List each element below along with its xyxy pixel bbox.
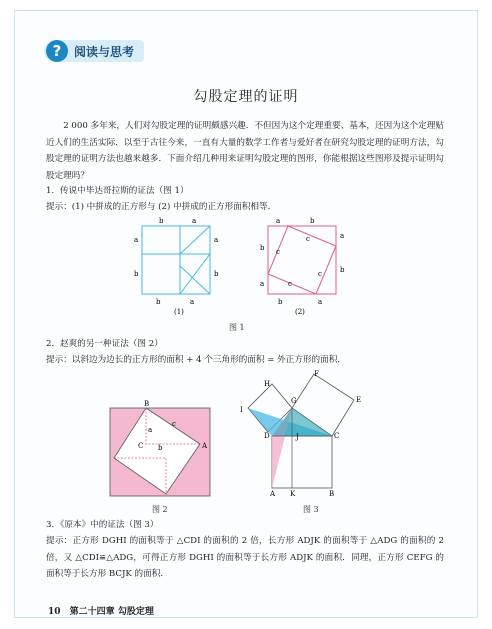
fig1-l-a-top: a	[192, 217, 197, 225]
fig1-r-c1: c	[306, 235, 310, 243]
section-2-hint: 提示：以斜边为边长的正方形的面积 + 4 个三角形的面积 = 外正方形的面积．	[46, 355, 346, 365]
fig2-C: C	[138, 442, 144, 450]
fig1-caption: 图 1	[229, 323, 245, 332]
fig1-r-a-left: a	[260, 280, 265, 288]
fig1-l-b-bottom: b	[156, 298, 161, 306]
fig1-r-a-right: a	[340, 232, 345, 240]
fig2-A: A	[202, 442, 208, 450]
fig1-right	[268, 226, 336, 294]
fig3-A: A	[270, 490, 276, 498]
fig1-l-b-right: b	[214, 270, 219, 278]
page-title: 勾股定理的证明	[193, 89, 299, 105]
fig2-caption: 图 2	[152, 505, 168, 514]
fig1-l-a-left: a	[134, 236, 139, 244]
figure-1	[128, 214, 388, 319]
fig2-b: b	[158, 444, 163, 452]
section-name: 勾股定理	[117, 607, 154, 617]
fig3-H: H	[264, 380, 271, 388]
fig1-sub2: (2)	[295, 308, 305, 316]
fig1-r-b-right: b	[340, 266, 345, 274]
fig1-r-c3: c	[318, 270, 322, 278]
fig3-E: E	[356, 396, 362, 404]
section-1-hint: 提示：(1) 中拼成的正方形与 (2) 中拼成的正方形面积相等．	[46, 202, 277, 212]
figure-2	[104, 398, 218, 502]
fig1-l-b-left: b	[134, 270, 139, 278]
fig1-r-a-top: a	[276, 217, 281, 225]
section-3-title: 3．《原本》中的证法（图 3）	[46, 520, 159, 530]
question-icon: ?	[46, 40, 68, 62]
fig3-caption: 图 3	[303, 505, 319, 514]
fig2-B: B	[144, 400, 150, 408]
fig1-left	[142, 226, 210, 294]
fig3-D: D	[264, 432, 270, 440]
fig1-l-a-bottom: a	[190, 298, 195, 306]
section-1-title: 1．传说中毕达哥拉斯的证法（图 1）	[46, 186, 189, 196]
fig2-a: a	[148, 426, 153, 434]
fig3-J: J	[296, 433, 299, 441]
figure-3	[236, 366, 376, 502]
fig3-I: I	[240, 406, 243, 414]
fig3-F: F	[314, 370, 319, 378]
fig1-r-c4: c	[288, 280, 292, 288]
fig1-l-b-top: b	[159, 217, 164, 225]
fig3-G: G	[291, 397, 297, 405]
fig3-C: C	[334, 432, 340, 440]
intro-paragraph: 2 000 多年来，人们对勾股定理的证明颇感兴趣．不但因为这个定理重要、基本，还因为这个定理贴近人们的生活实际．以至于古往今来，一直有大量的数学工作者与爱好者在研究勾股定理的证明方法，勾股定理的证明方法也越来越多．下面介绍几种用来证明勾股定理的图形，你能根据这些图形及提示证明勾股定理吗？	[46, 121, 444, 181]
fig2-c: c	[172, 420, 176, 428]
chapter-name: 第二十四章	[69, 607, 115, 617]
fig1-sub1: (1)	[174, 308, 184, 316]
section-title: 阅读与思考	[74, 45, 135, 59]
fig1-r-b-bottom: b	[278, 298, 283, 306]
fig1-r-b-left: b	[260, 244, 265, 252]
fig1-r-b-top: b	[310, 217, 315, 225]
page-number: 10	[48, 607, 61, 617]
fig1-r-c2: c	[276, 248, 280, 256]
section-2-title: 2．赵爽的另一种证法（图 2）	[46, 339, 163, 349]
fig1-r-a-bottom: a	[318, 298, 323, 306]
section-3-hint: 提示：正方形 DGHI 的面积等于 △CDI 的面积的 2 倍，长方形 ADJK 的面积等于 △ADG 的面积的 2 倍，又 △CDI≌△ADG，可得正方形 DGHI 的面积等于长方形 ADJK 的面积．同理，正方形 CEFG 的面积等于长方形 BCJK 的面积．	[46, 536, 444, 579]
page-footer	[48, 604, 154, 617]
fig3-B: B	[329, 490, 335, 498]
fig3-K: K	[290, 490, 296, 498]
fig1-l-a-right: a	[214, 236, 219, 244]
